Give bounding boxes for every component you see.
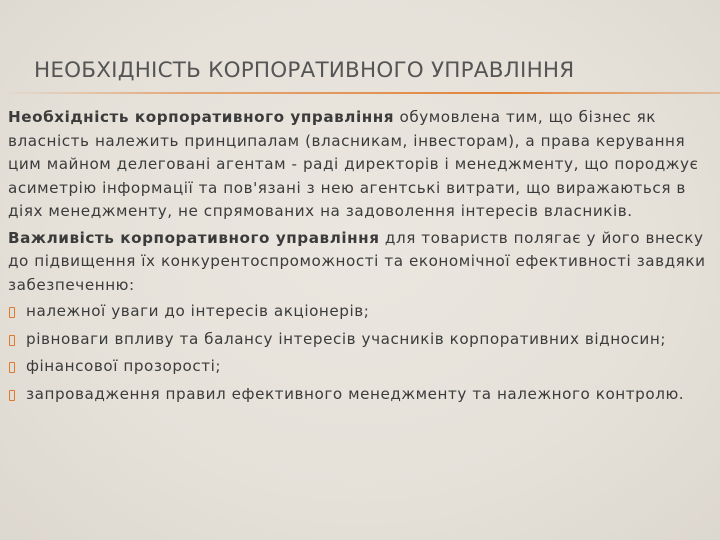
- slide-body: [8, 106, 708, 410]
- list-item: [8, 300, 708, 324]
- slide-title: НЕОБХІДНІСТЬ КОРПОРАТИВНОГО УПРАВЛІННЯ: [34, 58, 575, 83]
- list-item-text: фінансової прозорості;: [26, 357, 222, 375]
- list-item-text: належної уваги до інтересів акціонерів;: [26, 302, 370, 320]
- list-item-text: рівноваги впливу та балансу інтересів учасників корпоративних відносин;: [26, 329, 666, 348]
- bullet-marker-icon: [9, 335, 15, 346]
- paragraph-necessity: [8, 106, 708, 224]
- bullet-marker-icon: [9, 390, 15, 401]
- paragraph-importance-heading: Важливість корпоративного управління: [8, 228, 380, 247]
- bullet-marker-icon: [9, 362, 15, 373]
- paragraph-importance-text: для товариств полягає у його внеску до підвищення їх конкурентоспроможності та економічної ефективності завдяки забезпеченню:: [8, 228, 706, 294]
- list-item: [8, 328, 708, 352]
- title-divider: [0, 92, 720, 95]
- list-item: [8, 383, 708, 407]
- paragraph-necessity-text: обумовлена тим, що бізнес як власність належить принципалам (власникам, інвесторам), а права керування цим майном делеговані агентам - раді директорів і менеджменту, що породжує асиметрію інформації та пов'язані з нею агентські витрати, що виражаються в діях менеджменту, не спрямованих на задоволення інтересів власників.: [8, 108, 699, 220]
- bullet-marker-icon: [9, 307, 15, 318]
- list-item: [8, 355, 708, 379]
- paragraph-necessity-heading: Необхідність корпоративного управління: [8, 108, 395, 126]
- bullet-list: [8, 300, 708, 406]
- list-item-text: запровадження правил ефективного менеджменту та належного контролю.: [26, 384, 685, 403]
- paragraph-importance: [8, 227, 708, 298]
